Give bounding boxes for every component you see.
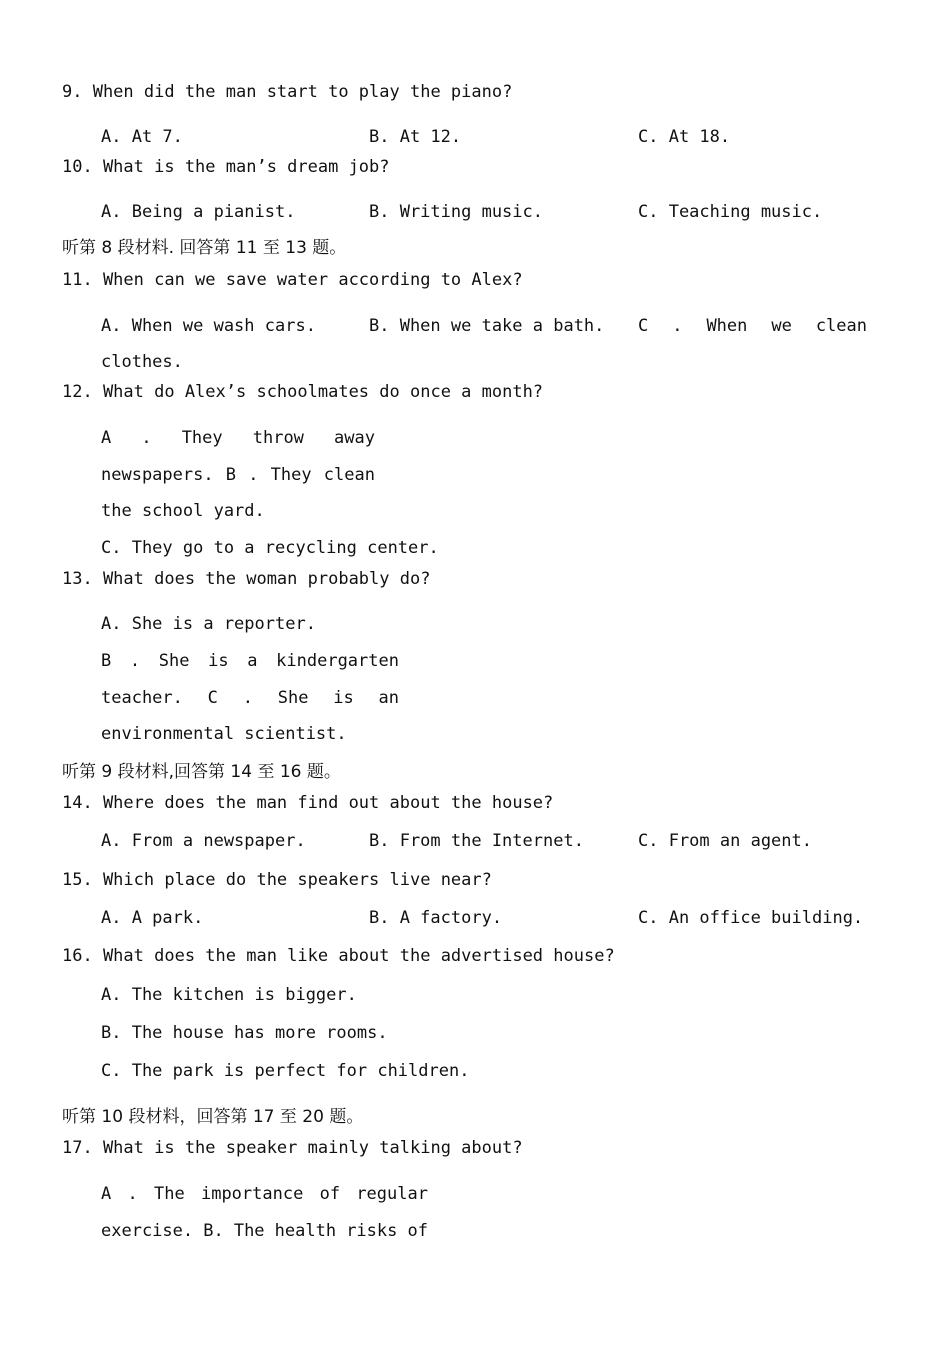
- q11-option-b: B. When we take a bath.: [369, 316, 605, 336]
- q13-word: teacher.: [101, 688, 183, 708]
- q11-option-c: [638, 316, 867, 336]
- q17-word: risks: [346, 1221, 398, 1241]
- q12-option-c: C. They go to a recycling center.: [101, 538, 439, 558]
- question-17: 17. What is the speaker mainly talking about?: [62, 1138, 523, 1158]
- q11-c-word: we: [771, 316, 792, 336]
- q17-word: The: [233, 1221, 265, 1241]
- q12-options-line-1: [101, 428, 375, 448]
- q16-option-c: C. The park is perfect for children.: [101, 1061, 470, 1081]
- q12-word: .: [248, 465, 259, 485]
- q13-word: is: [208, 651, 229, 671]
- q17-options-line-1: [101, 1184, 428, 1204]
- q13-word: .: [129, 651, 141, 671]
- q9-option-b: B. At 12.: [369, 127, 462, 147]
- q11-c-word: When: [706, 316, 748, 336]
- q17-word: B.: [203, 1221, 224, 1241]
- q12-word: throw: [252, 428, 304, 448]
- q15-option-b: B. A factory.: [369, 908, 503, 928]
- q13-word: is: [333, 688, 354, 708]
- question-14: 14. Where does the man find out about the house?: [62, 793, 554, 813]
- q13-word: B: [101, 651, 112, 671]
- question-11: 11. When can we save water according to Alex?: [62, 270, 523, 290]
- q13-word: C: [207, 688, 218, 708]
- q13-word: She: [158, 651, 190, 671]
- q13-option-a: A. She is a reporter.: [101, 614, 316, 634]
- q13-word: an: [378, 688, 399, 708]
- q9-option-c: C. At 18.: [638, 127, 731, 147]
- q10-option-a: A. Being a pianist.: [101, 202, 296, 222]
- q13-word: She: [277, 688, 309, 708]
- q14-option-c: C. From an agent.: [638, 831, 812, 851]
- q12-word: away: [334, 428, 375, 448]
- q16-option-b: B. The house has more rooms.: [101, 1023, 388, 1043]
- q10-option-c: C. Teaching music.: [638, 202, 823, 222]
- q13-options-line-2: [101, 688, 399, 708]
- q17-word: .: [127, 1184, 138, 1204]
- section-9-heading: 听第 9 段材料,回答第 14 至 16 题。: [62, 762, 341, 782]
- q17-word: A: [101, 1184, 112, 1204]
- q16-option-a: A. The kitchen is bigger.: [101, 985, 357, 1005]
- q12-word: A: [101, 428, 112, 448]
- q17-word: of: [319, 1184, 341, 1204]
- question-13: 13. What does the woman probably do?: [62, 569, 431, 589]
- q12-word: They: [270, 465, 312, 485]
- q12-word: .: [141, 428, 152, 448]
- q11-c-word: clean: [815, 316, 867, 336]
- q17-word: importance: [200, 1184, 304, 1204]
- q11-c-word: C: [638, 316, 649, 336]
- q17-word: The: [154, 1184, 185, 1204]
- question-10: 10. What is the man’s dream job?: [62, 157, 390, 177]
- q13-word: a: [247, 651, 258, 671]
- q13-word: .: [242, 688, 253, 708]
- q15-option-a: A. A park.: [101, 908, 204, 928]
- q11-c-word: .: [672, 316, 683, 336]
- q10-option-b: B. Writing music.: [369, 202, 543, 222]
- q12-word: B: [225, 465, 237, 485]
- question-9: 9. When did the man start to play the piano?: [62, 82, 513, 102]
- section-8-heading: 听第 8 段材料. 回答第 11 至 13 题。: [62, 238, 347, 258]
- q17-word: exercise.: [101, 1221, 194, 1241]
- q12-options-line-2: [101, 465, 375, 485]
- q17-word: of: [407, 1221, 428, 1241]
- q12-word: They: [181, 428, 223, 448]
- q17-word: health: [274, 1221, 337, 1241]
- q13-options-line-1: [101, 651, 399, 671]
- q14-option-a: A. From a newspaper.: [101, 831, 306, 851]
- q15-option-c: C. An office building.: [638, 908, 864, 928]
- q9-option-a: A. At 7.: [101, 127, 183, 147]
- q12-word: newspapers.: [101, 465, 214, 485]
- q17-options-line-2: [101, 1221, 428, 1241]
- q12-word: clean: [323, 465, 375, 485]
- q17-word: regular: [356, 1184, 428, 1204]
- section-10-heading: 听第 10 段材料，回答第 17 至 20 题。: [62, 1107, 364, 1127]
- q11-option-a: A. When we wash cars.: [101, 316, 316, 336]
- q14-option-b: B. From the Internet.: [369, 831, 584, 851]
- q11-option-c-continued: clothes.: [101, 352, 183, 372]
- q13-word: kindergarten: [276, 651, 399, 671]
- q13-options-line-3: environmental scientist.: [101, 724, 347, 744]
- question-16: 16. What does the man like about the advertised house?: [62, 946, 615, 966]
- q12-options-line-3: the school yard.: [101, 501, 265, 521]
- question-12: 12. What do Alex’s schoolmates do once a month?: [62, 382, 544, 402]
- question-15: 15. Which place do the speakers live near?: [62, 870, 492, 890]
